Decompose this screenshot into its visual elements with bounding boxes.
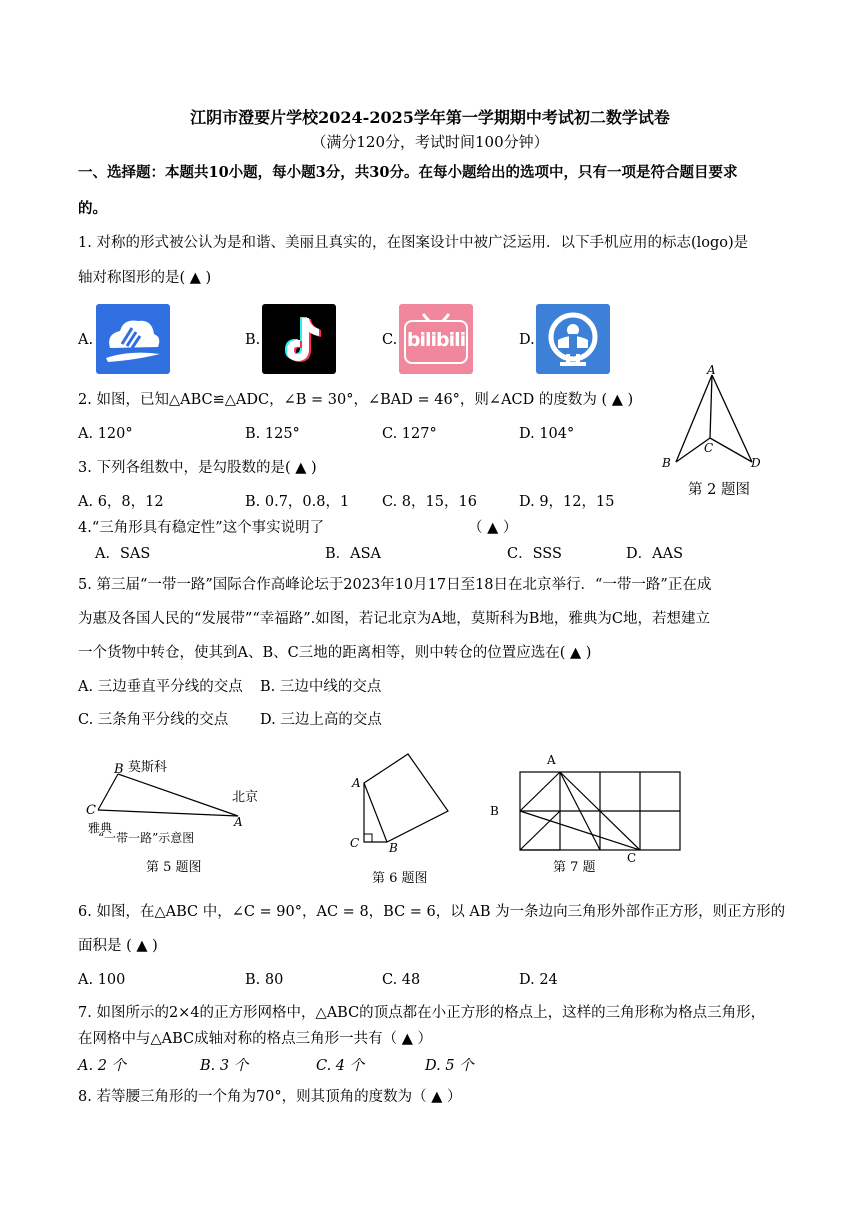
fig5-caption: 第 5 题图 [146,860,202,875]
q6-text-line2: 面积是 ( ▲ ) [78,938,158,954]
q8-text: 8. 若等腰三角形的一个角为70°，则其顶角的度数为（ ▲ ） [78,1089,462,1105]
q2-option-b: B. 125° [245,426,300,442]
fig6-caption: 第 6 题图 [372,871,428,886]
q4-option-d: D．AAS [626,546,684,562]
q1-option-b: B. [245,332,261,348]
fig7-caption: 第 7 题 [553,860,596,875]
fig7-label-c: C [627,851,637,865]
q7-option-d: D. 5 个 [425,1058,474,1074]
q6-option-b: B. 80 [245,972,284,988]
logo-c-text: bilibili [406,329,466,351]
fig5-label-a: A [234,815,243,829]
q2-label-d: D [751,456,761,470]
exam-title: 江阴市澄要片学校2024-2025学年第一学期期中考试初二数学试卷 [190,108,670,127]
q5-option-d: D. 三边上高的交点 [260,712,382,728]
q1-option-d: D. [519,332,535,348]
fig6-diagram [345,750,465,862]
q4-option-c: C．SSS [507,546,562,562]
q2-caption: 第 2 题图 [688,482,750,498]
q3-option-a: A. 6，8，12 [78,494,164,510]
q5-option-b: B. 三边中线的交点 [260,679,382,695]
fig6-label-a: A [352,776,361,790]
q1-text-line2: 轴对称图形的是( ▲ ) [78,270,212,286]
q4-bracket: （ ▲ ） [468,520,518,536]
fig6-label-b: B [389,841,398,855]
fig5-label-c: C [86,803,96,818]
q2-option-d: D. 104° [519,426,575,442]
q5-option-c: C. 三条角平分线的交点 [78,712,229,728]
fig5-label-b: B [114,762,124,777]
q2-figure [650,360,780,475]
section-heading: 一、选择题：本题共10小题，每小题3分，共30分。在每小题给出的选项中，只有一项是符合题目要求 [78,164,738,181]
q6-option-c: C. 48 [382,972,421,988]
section-heading-cont: 的。 [78,200,107,217]
fig7-label-b: B [490,804,499,818]
q4-option-a: A．SAS [95,546,151,562]
exam-subtitle: （满分120分，考试时间100分钟） [311,133,549,151]
fig6-label-c: C [350,836,360,850]
q2-label-a: A [707,363,716,377]
q3-option-b: B. 0.7，0.8，1 [245,494,350,510]
q7-text-line2: 在网格中与△ABC成轴对称的格点三角形一共有（ ▲ ） [78,1031,433,1047]
cloud-logo-icon [96,304,170,374]
q7-text-line1: 7. 如图所示的2×4的正方形网格中，△ABC的顶点都在小正方形的格点上，这样的三角形称为格点三角形， [78,1005,766,1021]
q2-label-b: B [662,456,671,470]
fig5-label-beijing: 北京 [232,790,259,805]
q4-option-b: B．ASA [325,546,382,562]
q4-text: 4.“三角形具有稳定性”这个事实说明了 [78,520,325,536]
q1-option-c: C. [382,332,398,348]
railway-logo-icon [536,304,610,374]
fig5-note: “一带一路”示意图 [98,831,195,845]
q3-option-d: D. 9，12，15 [519,494,615,510]
q6-text-line1: 6. 如图，在△ABC 中，∠C = 90°，AC = 8，BC = 6，以 AB 为一条边向三角形外部作正方形，则正方形的 [78,904,786,920]
q5-text-line1: 5. 第三届“一带一路”国际合作高峰论坛于2023年10月17日至18日在北京举行．“一带一路”正在成 [78,577,712,593]
q7-option-b: B. 3 个 [200,1058,249,1074]
q5-option-a: A. 三边垂直平分线的交点 [78,679,243,695]
q7-option-a: A. 2 个 [78,1058,127,1074]
fig5-diagram [82,752,282,852]
q7-option-c: C. 4 个 [316,1058,365,1074]
fig5-label-athens: 雅典 [88,821,113,835]
q2-option-c: C. 127° [382,426,437,442]
q6-option-a: A. 100 [78,972,126,988]
music-note-logo-icon [262,304,336,374]
q1-text-line1: 1. 对称的形式被公认为是和谐、美丽且真实的，在图案设计中被广泛运用．以下手机应用的标志(logo)是 [78,235,749,251]
q2-text: 2. 如图，已知△ABC≌△ADC，∠B = 30°，∠BAD = 46°，则∠ACD 的度数为 ( ▲ ) [78,392,634,408]
q5-text-line3: 一个货物中转仓，使其到A、B、C三地的距离相等，则中转仓的位置应选在( ▲ ) [78,645,592,661]
q2-option-a: A. 120° [78,426,133,442]
tv-logo-icon [399,304,473,374]
q2-label-c: C [704,441,714,455]
q5-text-line2: 为惠及各国人民的“发展带”“幸福路”.如图，若记北京为A地，莫斯科为B地，雅典为C地，若想建立 [78,611,710,627]
fig7-label-a: A [547,753,556,767]
fig7-grid-diagram [486,750,686,865]
q3-option-c: C. 8，15，16 [382,494,477,510]
q3-text: 3. 下列各组数中，是勾股数的是( ▲ ) [78,460,317,476]
fig5-label-moscow: 莫斯科 [128,760,168,775]
q1-option-a: A. [78,332,94,348]
q6-option-d: D. 24 [519,972,558,988]
